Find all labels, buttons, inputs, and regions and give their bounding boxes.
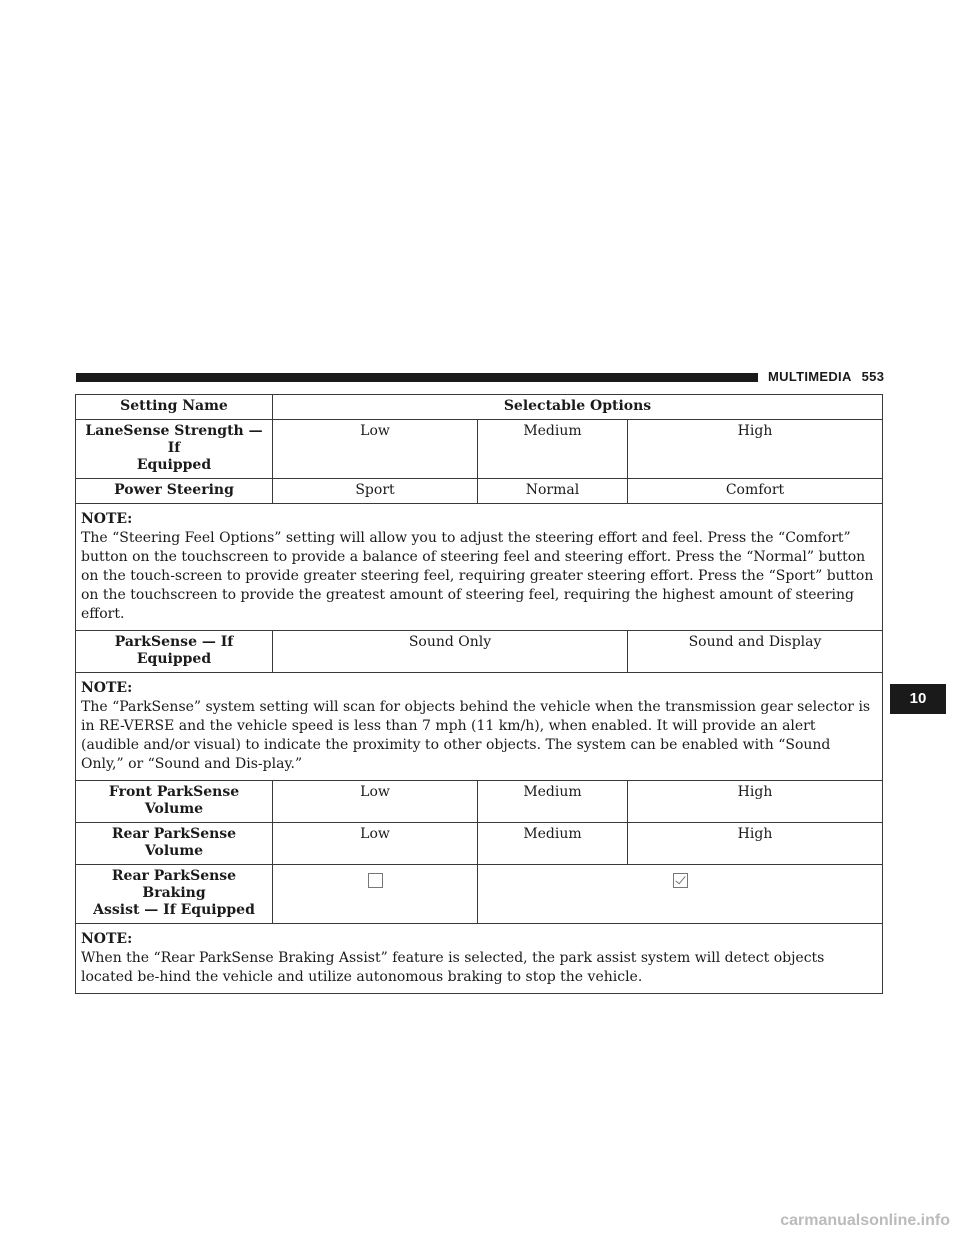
setting-name-line: Assist — If Equipped: [93, 902, 255, 918]
setting-name-power-steering: Power Steering: [76, 479, 273, 504]
note-title: NOTE:: [81, 680, 133, 696]
option-cell: High: [628, 420, 883, 479]
option-cell: Comfort: [628, 479, 883, 504]
option-cell: Low: [273, 420, 478, 479]
setting-name-rear-volume: Rear ParkSense Volume: [76, 823, 273, 865]
note-parksense: [76, 673, 883, 781]
option-cell: Medium: [478, 420, 628, 479]
note-title: NOTE:: [81, 511, 133, 527]
note-braking: [76, 924, 883, 994]
note-steering: [76, 504, 883, 631]
header-selectable-options: Selectable Options: [273, 395, 883, 420]
option-cell: Sound and Display: [628, 631, 883, 673]
note-row: [76, 673, 883, 781]
running-header: [768, 369, 885, 387]
checkbox-checked-icon: [673, 873, 688, 888]
section-title: MULTIMEDIA: [768, 369, 852, 384]
note-title: NOTE:: [81, 931, 133, 947]
chapter-tab: 10: [890, 684, 946, 714]
setting-name-parksense: ParkSense — If Equipped: [76, 631, 273, 673]
checkbox-unchecked-icon: [368, 873, 383, 888]
option-cell: High: [628, 781, 883, 823]
note-row: [76, 504, 883, 631]
header-rule: [76, 373, 758, 382]
option-cell-on: [478, 865, 883, 924]
table-header-row: [76, 395, 883, 420]
option-cell: Normal: [478, 479, 628, 504]
option-cell: Sound Only: [273, 631, 628, 673]
table-row: [76, 420, 883, 479]
setting-name-lanesense: [76, 420, 273, 479]
header-setting-name: Setting Name: [76, 395, 273, 420]
option-cell: Low: [273, 781, 478, 823]
option-cell: Medium: [478, 781, 628, 823]
note-row: [76, 924, 883, 994]
page-number: 553: [861, 369, 885, 384]
table-row: [76, 823, 883, 865]
table-row: [76, 781, 883, 823]
option-cell: Sport: [273, 479, 478, 504]
settings-table: [75, 394, 883, 994]
table-row: [76, 865, 883, 924]
option-cell: High: [628, 823, 883, 865]
note-text: When the “Rear ParkSense Braking Assist” feature is selected, the park assist system will detect objects located be-hind the vehicle and utilize autonomous braking to stop the vehicle.: [81, 950, 825, 985]
table-row: [76, 479, 883, 504]
note-text: The “ParkSense” system setting will scan for objects behind the vehicle when the transmission gear selector is in RE-VERSE and the vehicle speed is less than 7 mph (11 km/h), when enabled. It will provide an alert (audible and/or visual) to indicate the proximity to other objects. The system can be enabled with “Sound Only,” or “Sound and Dis-play.”: [81, 699, 871, 772]
setting-name-line: LaneSense Strength — If: [85, 423, 263, 456]
option-cell: Medium: [478, 823, 628, 865]
setting-name-line: Equipped: [136, 457, 212, 473]
option-cell-off: [273, 865, 478, 924]
note-text: The “Steering Feel Options” setting will allow you to adjust the steering effort and feel. Press the “Comfort” button on the touchscreen to provide a balance of steering feel and steering effort. Press the “Normal” button on the touch-screen to provide greater steering feel, requiring greater steering effort. Press the “Sport” button on the touchscreen to provide the greatest amount of steering feel, requiring the highest amount of steering effort.: [81, 530, 874, 622]
option-cell: Low: [273, 823, 478, 865]
watermark: carmanualsonline.info: [780, 1212, 950, 1229]
setting-name-line: Rear ParkSense Braking: [111, 868, 237, 901]
setting-name-front-volume: Front ParkSense Volume: [76, 781, 273, 823]
setting-name-rear-braking: [76, 865, 273, 924]
table-row: [76, 631, 883, 673]
